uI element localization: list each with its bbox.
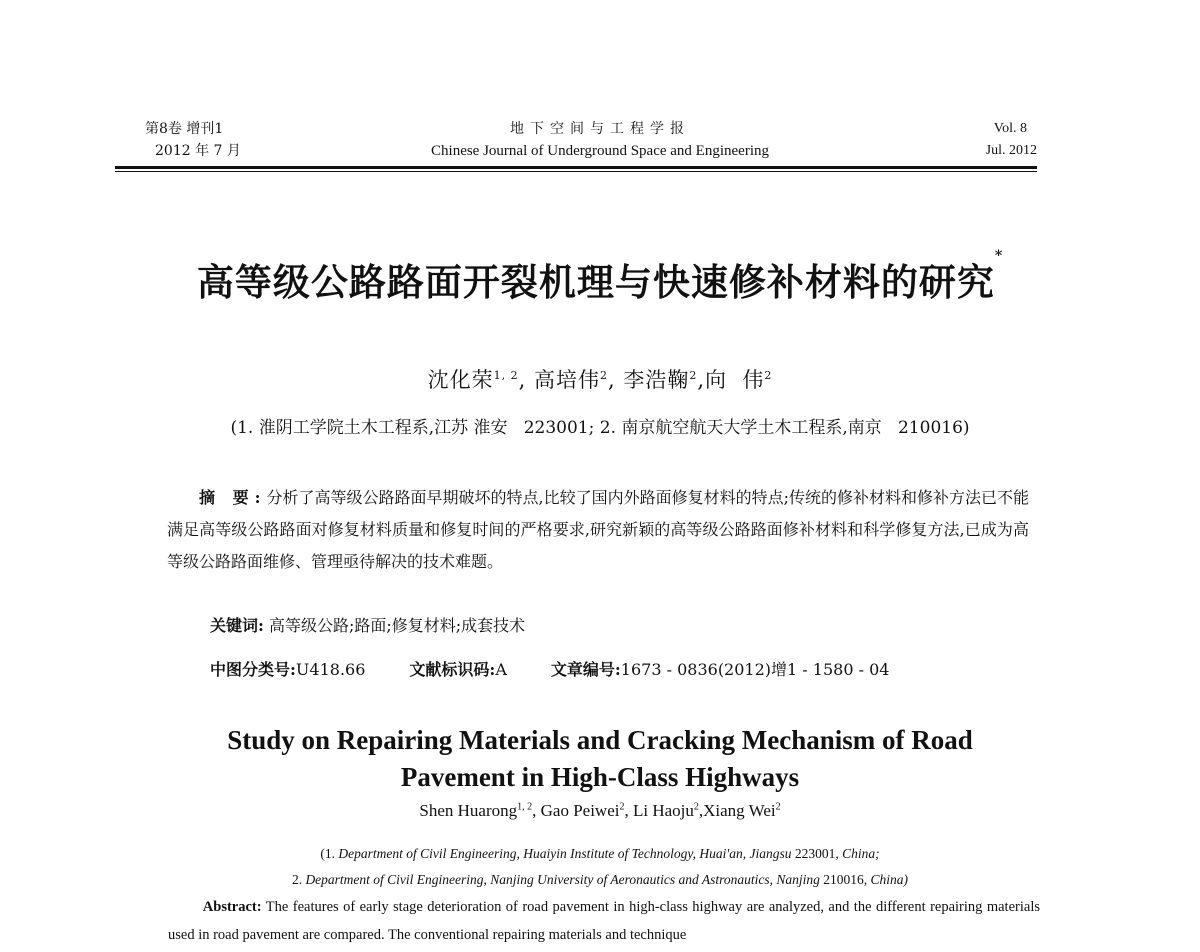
date-cn: 2012 年 7 月 <box>155 143 241 159</box>
paper-title-cn <box>0 248 1200 306</box>
volume-issue-cn: 第8卷 增刊1 <box>145 121 224 137</box>
affiliation-en-2: 2. Department of Civil Engineering, Nanjing University of Aeronautics and Astronautics, Nanjing 210016, China) <box>291 872 909 887</box>
header-rule-thick <box>115 166 1037 169</box>
author-affil-sup: 2 <box>619 801 625 813</box>
author-name: Shen Huarong <box>419 801 518 820</box>
affiliations-cn: (1. 淮阴工学院土木工程系,江苏 淮安 223001; 2. 南京航空航天大学土木工程系,南京 210016) <box>230 418 970 438</box>
author-name: 向 伟 <box>705 368 765 392</box>
abstract-label-cn: 摘 要: <box>199 488 267 507</box>
journal-name-cn: 地下空间与工程学报 <box>510 121 690 137</box>
title-en-line-2: Pavement in High-Class Highways <box>400 762 800 792</box>
author-name: Li Haoju <box>632 801 694 820</box>
title-text-cn: 高等级公路路面开裂机理与快速修补材料的研究 <box>196 260 995 304</box>
article-number: 文章编号:1673 - 0836(2012)增1 - 1580 - 04 <box>550 660 890 679</box>
keywords-text-cn: 高等级公路;路面;修复材料;成套技术 <box>263 616 526 635</box>
author-list-cn: 沈化荣$^{1, 2}$, 高培伟$^2$, 李浩鞠$^2$,向 伟$^2$ <box>427 368 773 392</box>
document-code: 文献标识码:A <box>409 660 507 679</box>
date-en: Jul. 2012 <box>985 143 1037 158</box>
author-name: Xiang Wei <box>703 801 776 820</box>
author-list-en: Shen Huarong$^{1, 2}$, Gao Peiwei$^2$, Li Haoju$^2$,Xiang Wei$^2$ <box>419 801 781 820</box>
affiliations-en <box>0 841 1200 893</box>
abstract-en <box>168 893 1040 949</box>
paper-title-en <box>0 722 1200 796</box>
author-affil-sup: 1, 2 <box>517 801 533 813</box>
author-name: 高培伟 <box>533 368 600 392</box>
volume-en: Vol. 8 <box>993 121 1027 136</box>
abstract-text-en: The features of early stage deterioration of road pavement in high-class highway are analyzed, and the different repairing materials used in road pavement are compared. The conventional repairing materials and technique <box>168 899 1040 943</box>
title-footnote-mark: * <box>994 248 1004 264</box>
author-affil-sup: 2 <box>764 369 773 382</box>
keywords-label-cn: 关键词: <box>210 616 264 635</box>
affiliation-en-1: (1. Department of Civil Engineering, Huaiyin Institute of Technology, Huai'an, Jiangsu 223001, China; <box>320 846 880 861</box>
abstract-cn <box>167 482 1029 578</box>
abstract-text-cn: 分析了高等级公路路面早期破坏的特点,比较了国内外路面修复材料的特点;传统的修补材料和修补方法已不能满足高等级公路路面对修复材料质量和修复时间的严格要求,研究新颖的高等级公路路面修补材料和科学修复方法,已成为高等级公路路面维修、管理亟待解决的技术难题。 <box>167 488 1029 571</box>
author-name: Gao Peiwei <box>540 801 620 820</box>
running-header-right <box>986 118 1037 162</box>
author-affil-sup: 2 <box>689 369 698 382</box>
author-affil-sup: 2 <box>775 801 781 813</box>
author-affil-sup: 1, 2 <box>493 369 519 382</box>
header-rule-thin <box>115 171 1037 172</box>
author-name: 李浩鞠 <box>623 368 690 392</box>
author-affil-sup: 2 <box>599 369 608 382</box>
title-en-line-1: Study on Repairing Materials and Cracking Mechanism of Road <box>227 725 973 755</box>
author-affil-sup: 2 <box>693 801 699 813</box>
clc-number: 中图分类号:U418.66 <box>210 660 366 679</box>
keywords-cn <box>210 613 525 636</box>
author-name: 沈化荣 <box>427 368 494 392</box>
classification-line <box>210 657 1040 680</box>
journal-name-en: Chinese Journal of Underground Space and Engineering <box>431 143 769 159</box>
abstract-label-en: Abstract: <box>202 899 262 915</box>
